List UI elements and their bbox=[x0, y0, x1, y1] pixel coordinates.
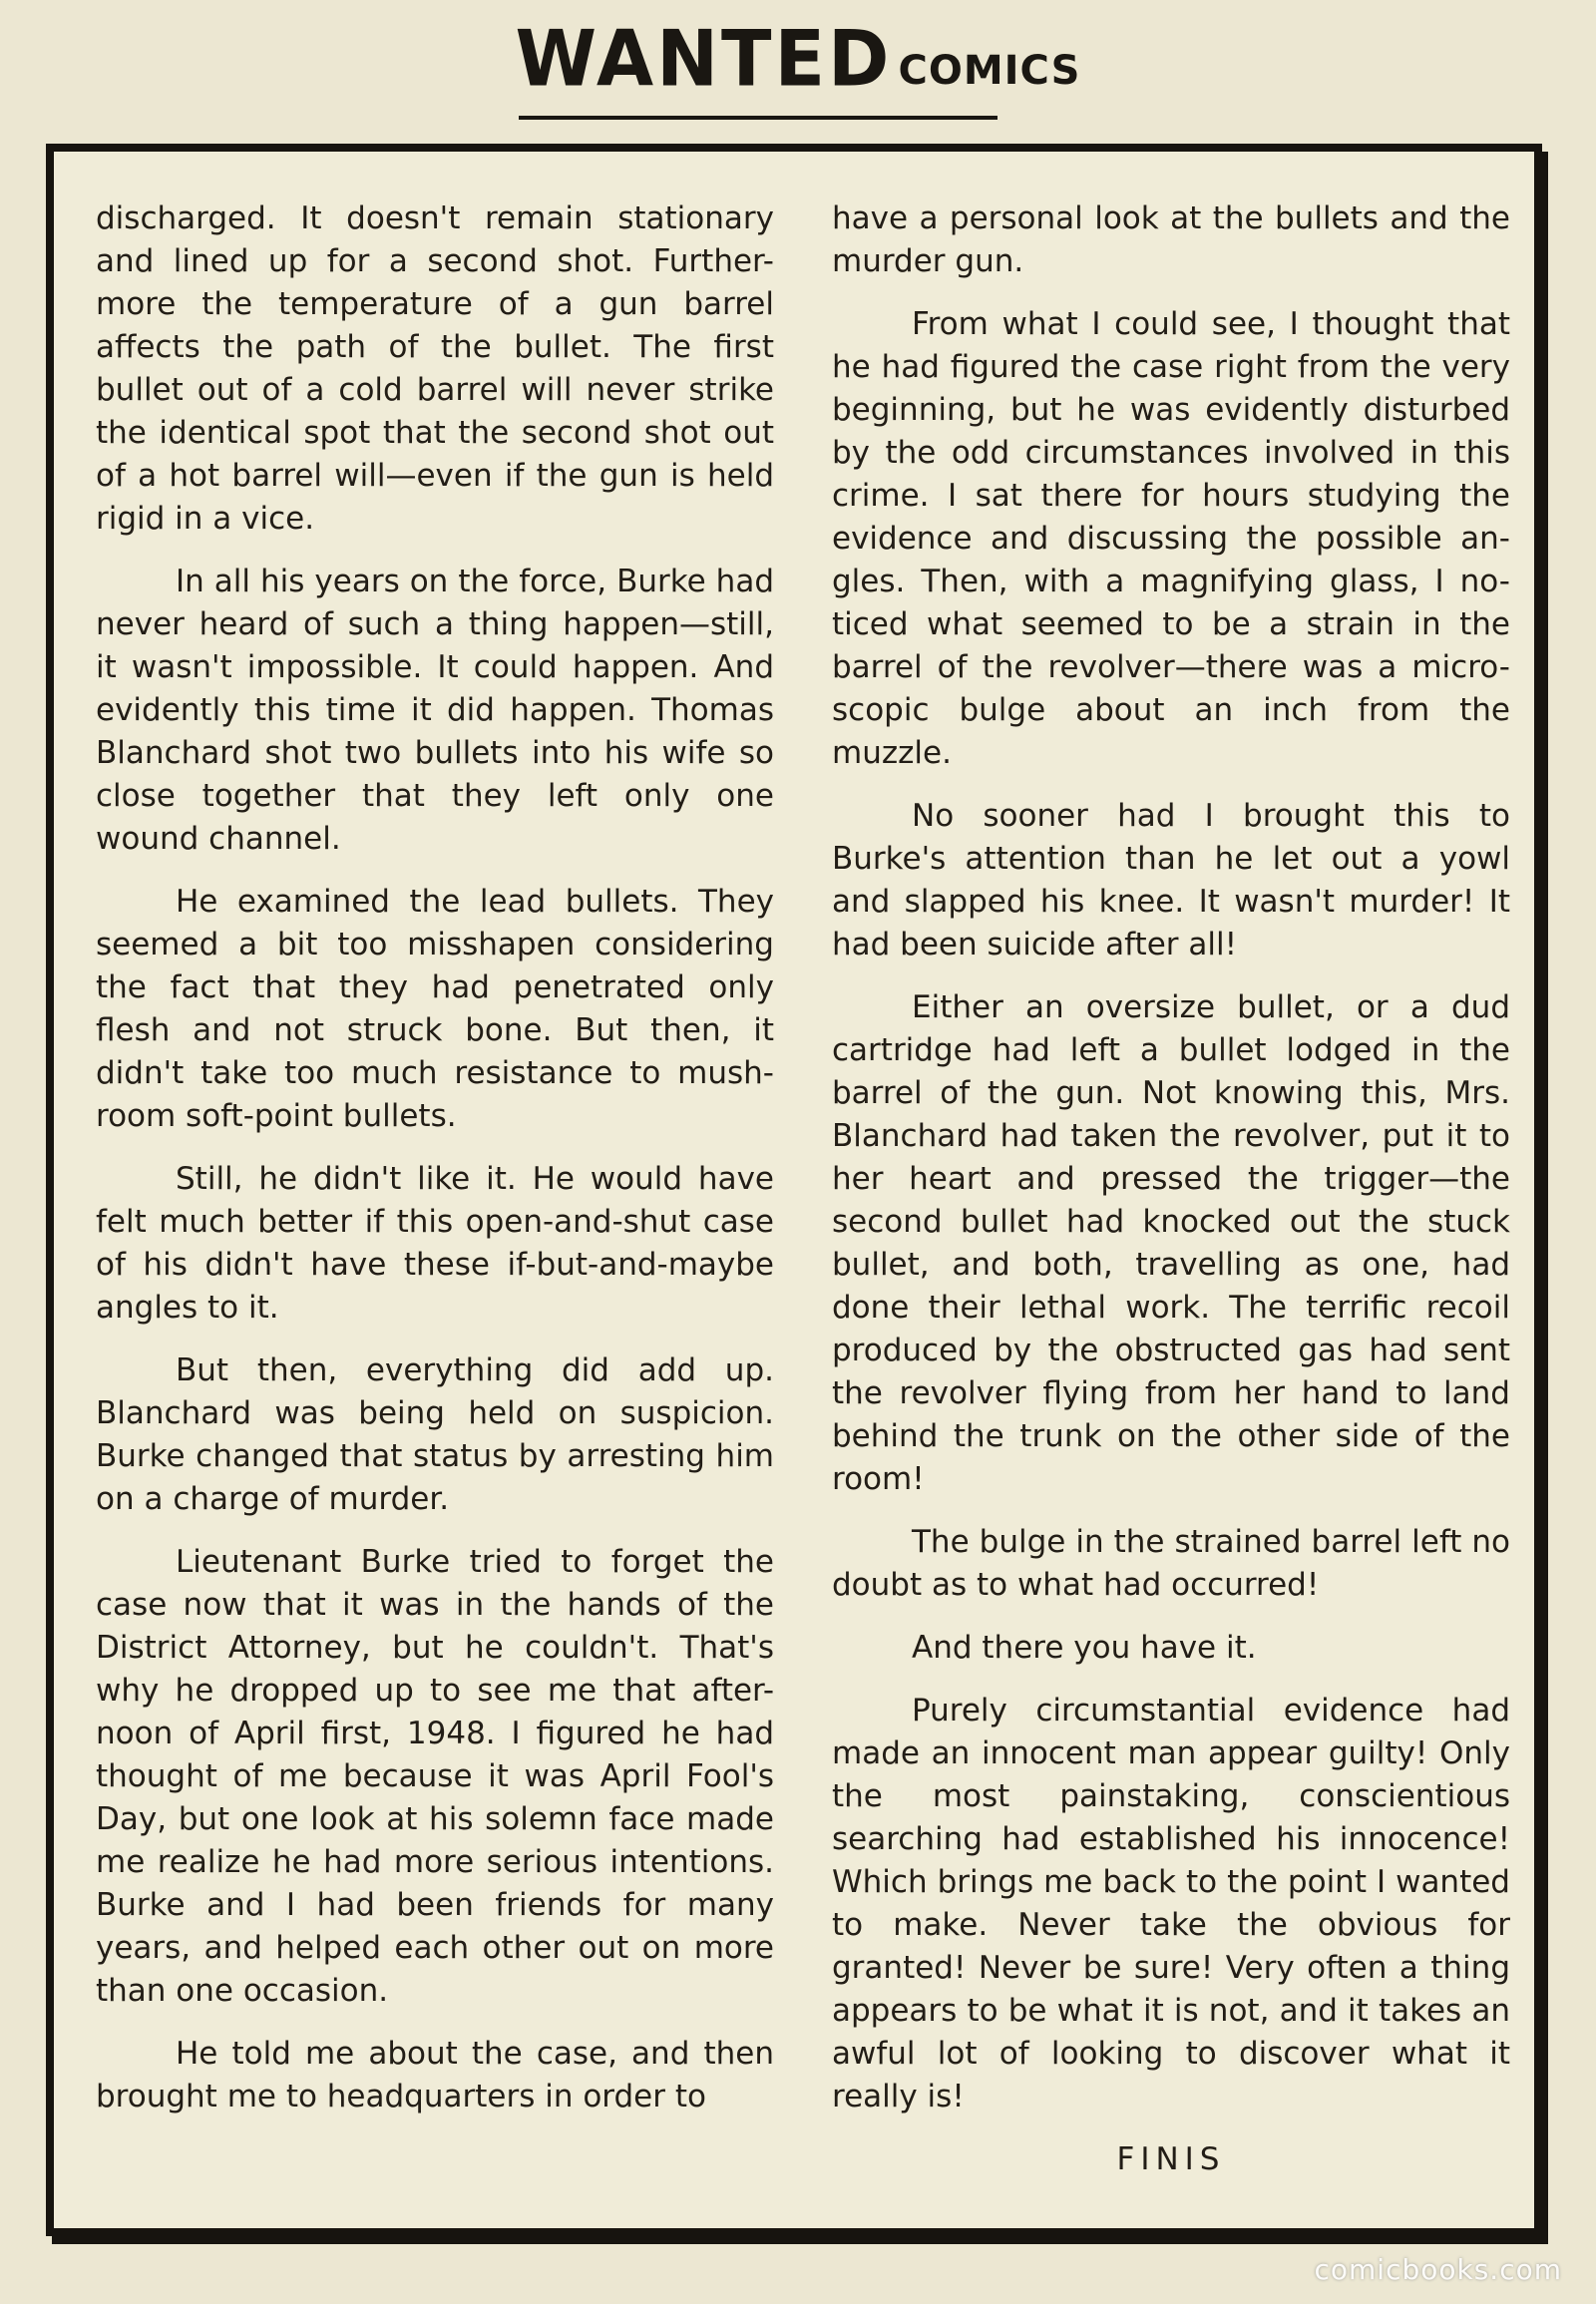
paragraph: Lieutenant Burke tried to forget the case now that it was in the hands of the District Attorney, but he couldn't. That's why he dropped up to see me that after-noon of April first, 1948. I figured he had thought of me because it was April Fool's Day, but one look at his solemn face made me realize he had more serious intentions. Burke and I had been friends for many years, and helped each other out on more than one occasion. bbox=[96, 1544, 774, 2009]
masthead bbox=[0, 13, 1596, 105]
paragraph: He examined the lead bullets. They seemed a bit too misshapen considering the fact that they had penetrated only flesh and not struck bone. But then, it didn't take too much resistance to mush-room soft-point bullets. bbox=[96, 884, 774, 1134]
paragraph: have a personal look at the bullets and the murder gun. bbox=[832, 200, 1510, 279]
watermark: comicbooks.com bbox=[1314, 2253, 1562, 2286]
masthead-title: WANTED bbox=[515, 13, 893, 105]
paragraph: He told me about the case, and then brought me to headquarters in order to bbox=[96, 2036, 774, 2114]
paragraph: No sooner had I brought this to Burke's attention than he let out a yowl and slapped his knee. It wasn't murder! It had been suicide after all! bbox=[832, 798, 1510, 962]
right-column bbox=[832, 197, 1510, 2181]
paragraph: From what I could see, I thought that he had figured the case right from the very beginning, but he was evidently disturbed by the odd circumstances involved in this crime. I sat there for hours studying the evidence and discussing the possible an-gles. Then, with a magnifying glass, I no-ticed what seemed to be a strain in the barrel of the revolver—there was a micro-scopic bulge about an inch from the muzzle. bbox=[832, 306, 1510, 771]
paragraph: Either an oversize bullet, or a dud cartridge had left a bullet lodged in the barrel of the gun. Not knowing this, Mrs. Blanchard had taken the revolver, put it to her heart and pressed the trigger—the second bullet had knocked out the stuck bullet, and both, travelling as one, had done their lethal work. The terrific recoil produced by the obstructed gas had sent the revolver flying from her hand to land behind the trunk on the other side of the room! bbox=[832, 989, 1510, 1497]
left-column bbox=[96, 197, 774, 2138]
paragraph: But then, everything did add up. Blanchard was being held on suspicion. Burke changed that status by arresting him on a charge of murder. bbox=[96, 1352, 774, 1517]
masthead-subtitle: COMICS bbox=[898, 48, 1081, 94]
paragraph: And there you have it. bbox=[912, 1630, 1257, 1666]
paragraph: Still, he didn't like it. He would have felt much better if this open-and-shut case of his didn't have these if-but-and-maybe angles to it. bbox=[96, 1161, 774, 1326]
paragraph: discharged. It doesn't remain stationary and lined up for a second shot. Further-more the temperature of a gun barrel affects the path of the bullet. The first bullet out of a cold barrel will never strike the identical spot that the second shot out of a hot barrel will—even if the gun is held rigid in a vice. bbox=[96, 200, 774, 537]
paragraph: Purely circumstantial evidence had made an innocent man appear guilty! Only the most painstaking, conscientious searching had established his innocence! Which brings me back to the point I wanted to make. Never take the obvious for granted! Never be sure! Very often a thing appears to be what it is not, and it takes an awful lot of looking to discover what it really is! bbox=[832, 1693, 1510, 2114]
paragraph: The bulge in the strained barrel left no doubt as to what had occurred! bbox=[832, 1524, 1510, 1603]
paragraph: In all his years on the force, Burke had never heard of such a thing happen—still, it wasn't impossible. It could happen. And evidently this time it did happen. Thomas Blanchard shot two bullets into his wife so close together that they left only one wound channel. bbox=[96, 564, 774, 857]
text-frame bbox=[46, 144, 1542, 2236]
finis-label: FINIS bbox=[1116, 2141, 1226, 2177]
masthead-rule bbox=[519, 116, 998, 120]
